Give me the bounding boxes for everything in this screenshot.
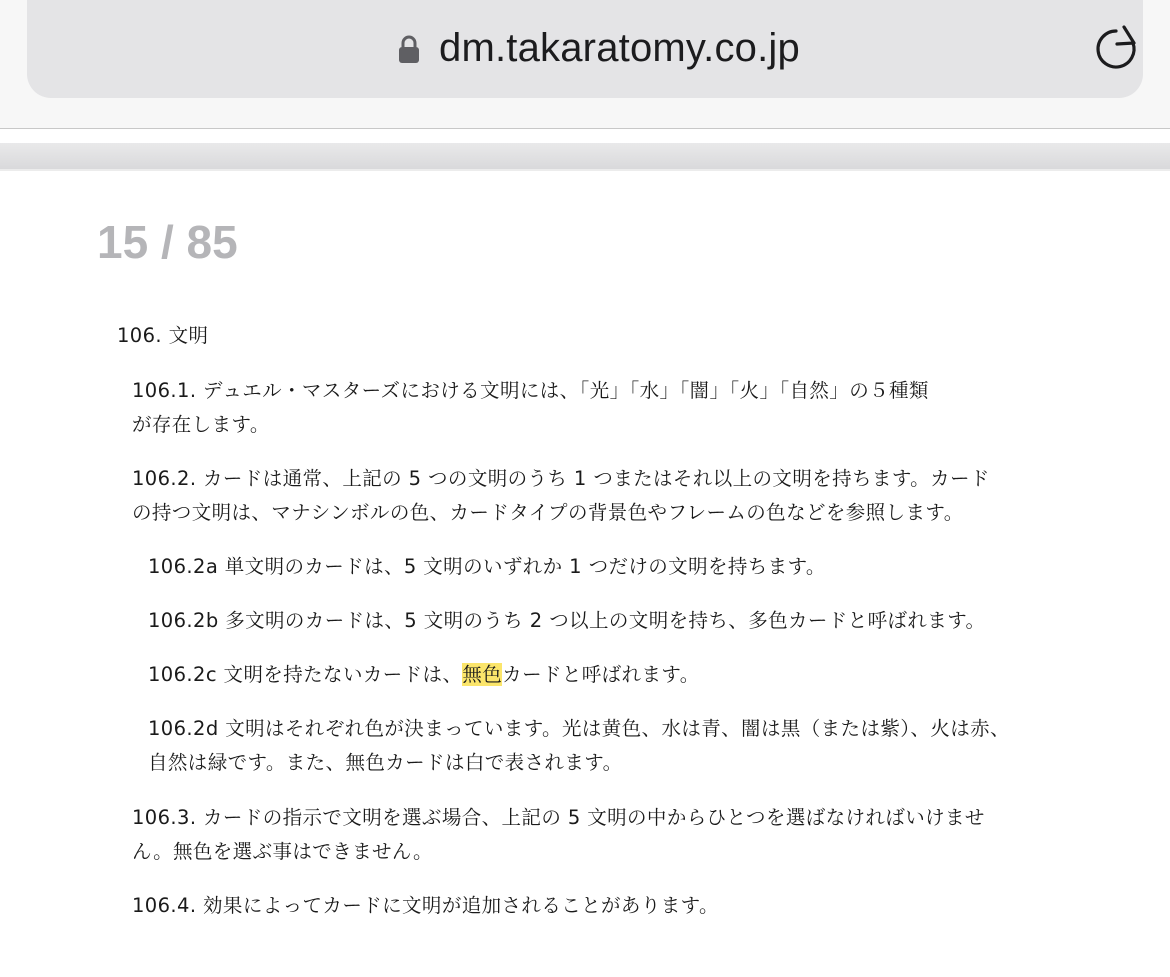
browser-toolbar: [0, 0, 1170, 129]
paragraph-106-2c-text-after: カードと呼ばれます。: [502, 663, 700, 686]
page-counter: 15 / 85: [97, 216, 238, 268]
section-heading: 106. 文明: [117, 324, 209, 347]
paragraph-106-2c: [148, 662, 700, 688]
paragraph-106-2d-line-2: 自然は緑です。また、無色カードは白で表されます。: [148, 751, 623, 774]
paragraph-106-2-line-2: の持つ文明は、マナシンボルの色、カードタイプの背景色やフレームの色などを参照します。: [132, 501, 964, 524]
paragraph-106-4: 106.4. 効果によってカードに文明が追加されることがあります。: [132, 894, 719, 917]
paragraph-106-1-line-2: が存在します。: [132, 413, 270, 436]
paragraph-106-3-line-1: 106.3. カードの指示で文明を選ぶ場合、上記の 5 文明の中からひとつを選ばなければいけませ: [132, 806, 985, 829]
pdf-viewer-divider: [0, 143, 1170, 171]
paragraph-106-2b: 106.2b 多文明のカードは、5 文明のうち 2 つ以上の文明を持ち、多色カードと呼ばれます。: [148, 609, 986, 632]
paragraph-106-3-line-2: ん。無色を選ぶ事はできません。: [132, 840, 433, 863]
address-bar[interactable]: [27, 0, 1143, 98]
lock-icon: [397, 34, 421, 64]
paragraph-106-2d-line-1: 106.2d 文明はそれぞれ色が決まっています。光は黄色、水は青、闇は黒（または紫）、火は赤、: [148, 717, 1010, 740]
reload-icon[interactable]: [1090, 23, 1142, 75]
paragraph-106-2-line-1: 106.2. カードは通常、上記の 5 つの文明のうち 1 つまたはそれ以上の文明を持ちます。カード: [132, 467, 990, 490]
paragraph-106-2c-text-before: 106.2c 文明を持たないカードは、: [148, 663, 463, 686]
paragraph-106-1-line-1: 106.1. デュエル・マスターズにおける文明には、「光」「水」「闇」「火」「自然」の５種類: [132, 379, 929, 402]
paragraph-106-2a: 106.2a 単文明のカードは、5 文明のいずれか 1 つだけの文明を持ちます。: [148, 555, 826, 578]
highlighted-text[interactable]: 無色: [462, 663, 503, 686]
url-domain[interactable]: dm.takaratomy.co.jp: [439, 26, 800, 70]
